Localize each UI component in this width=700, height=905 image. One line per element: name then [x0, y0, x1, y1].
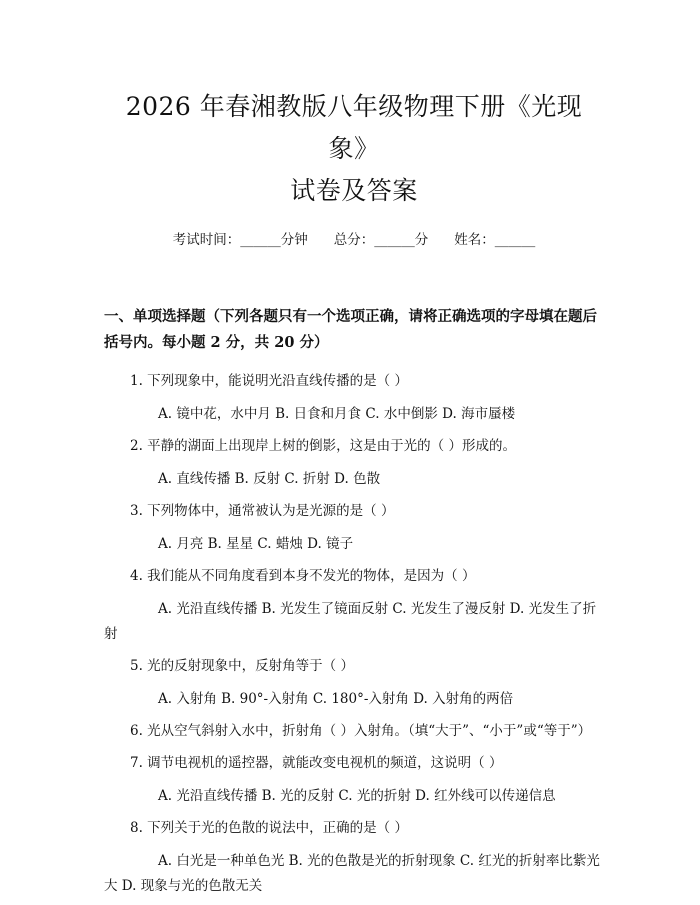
question-7-options: A. 光沿直线传播 B. 光的反射 C. 光的折射 D. 红外线可以传递信息 [158, 788, 556, 804]
exam-meta-line [104, 230, 604, 250]
question-7-stem: 7. 调节电视机的遥控器，就能改变电视机的频道，这说明（ ） [130, 755, 503, 771]
question-5-stem: 5. 光的反射现象中，反射角等于（ ） [130, 658, 354, 674]
total-score-field: 总分：______分 [333, 232, 429, 248]
question-1-stem: 1. 下列现象中，能说明光沿直线传播的是（ ） [130, 373, 408, 389]
question-1-options: A. 镜中花，水中月 B. 日食和月食 C. 水中倒影 D. 海市蜃楼 [158, 406, 516, 422]
document-title [104, 0, 604, 212]
question-2-options: A. 直线传播 B. 反射 C. 折射 D. 色散 [158, 471, 381, 487]
question-2-stem: 2. 平静的湖面上出现岸上树的倒影，这是由于光的（ ）形成的。 [130, 438, 516, 454]
question-4-options: A. 光沿直线传播 B. 光发生了镜面反射 C. 光发生了漫反射 D. 光发生了折射 [104, 601, 597, 642]
question-4-stem: 4. 我们能从不同角度看到本身不发光的物体，是因为（ ） [130, 568, 476, 584]
question-list [104, 369, 604, 899]
question-8-options: A. 白光是一种单色光 B. 光的色散是光的折射现象 C. 红光的折射率比紫光大 D. 现象与光的色散无关 [104, 853, 600, 894]
question-6-stem: 6. 光从空气斜射入水中，折射角（ ）入射角。（填“大于”、“小于”或“等于”） [130, 723, 592, 739]
question-8-stem: 8. 下列关于光的色散的说法中，正确的是（ ） [130, 820, 408, 836]
title-line-1: 2026 年春湘教版八年级物理下册《光现象》 [125, 92, 583, 163]
question-5-options: A. 入射角 B. 90°-入射角 C. 180°-入射角 D. 入射角的两倍 [158, 691, 514, 707]
student-name-field: 姓名：______ [454, 232, 536, 248]
question-3-stem: 3. 下列物体中，通常被认为是光源的是（ ） [130, 503, 395, 519]
section-1-heading: 一、单项选择题（下列各题只有一个选项正确，请将正确选项的字母填在题后括号内。每小题 2 分，共 20 分） [104, 308, 597, 351]
title-line-2: 试卷及答案 [290, 176, 418, 205]
exam-time-field: 考试时间：______分钟 [172, 232, 308, 248]
question-3-options: A. 月亮 B. 星星 C. 蜡烛 D. 镜子 [158, 536, 354, 552]
